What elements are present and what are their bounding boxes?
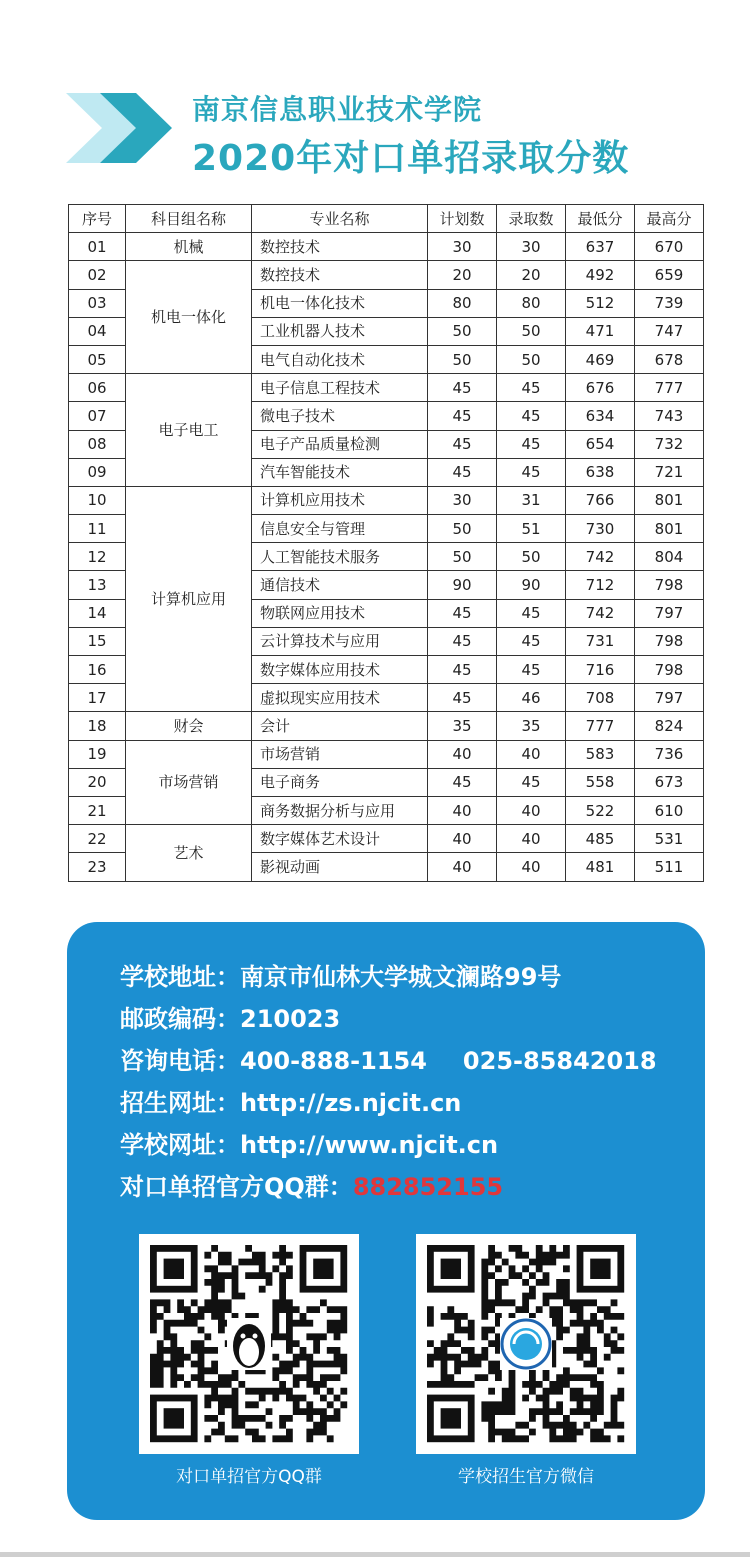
column-header: 最高分	[635, 205, 704, 233]
plan-count: 90	[428, 571, 497, 599]
min-score: 730	[566, 515, 635, 543]
postcode-label: 邮政编码：	[120, 1005, 240, 1033]
bottom-divider	[0, 1552, 750, 1557]
plan-count: 45	[428, 599, 497, 627]
row-number: 07	[69, 402, 126, 430]
admitted-count: 80	[497, 289, 566, 317]
qq-qr-caption: 对口单招官方QQ群	[176, 1467, 322, 1487]
major-name: 影视动画	[252, 853, 428, 881]
admitted-count: 45	[497, 430, 566, 458]
admitted-count: 51	[497, 515, 566, 543]
max-score: 610	[635, 796, 704, 824]
major-name: 虚拟现实应用技术	[252, 684, 428, 712]
plan-count: 50	[428, 515, 497, 543]
table-row	[69, 740, 704, 768]
min-score: 558	[566, 768, 635, 796]
major-name: 数字媒体艺术设计	[252, 825, 428, 853]
admission-site-line	[120, 1082, 657, 1124]
qr-finder	[313, 1259, 333, 1279]
major-name: 人工智能技术服务	[252, 543, 428, 571]
max-score: 673	[635, 768, 704, 796]
row-number: 17	[69, 684, 126, 712]
column-header: 序号	[69, 205, 126, 233]
plan-count: 40	[428, 853, 497, 881]
admitted-count: 40	[497, 825, 566, 853]
qr-code-icon	[416, 1234, 636, 1454]
postcode-line	[120, 998, 657, 1040]
row-number: 22	[69, 825, 126, 853]
table-body	[69, 233, 704, 881]
major-name: 云计算技术与应用	[252, 627, 428, 655]
major-name: 机电一体化技术	[252, 289, 428, 317]
qr-finder	[164, 1259, 184, 1279]
row-number: 23	[69, 853, 126, 881]
scores-table	[68, 204, 704, 882]
min-score: 708	[566, 684, 635, 712]
row-number: 13	[69, 571, 126, 599]
admitted-count: 45	[497, 768, 566, 796]
plan-count: 45	[428, 627, 497, 655]
min-score: 742	[566, 599, 635, 627]
subject-group: 电子电工	[126, 374, 252, 487]
qr-code-icon	[139, 1234, 359, 1454]
admitted-count: 50	[497, 317, 566, 345]
column-header: 专业名称	[252, 205, 428, 233]
major-name: 电气自动化技术	[252, 345, 428, 373]
column-header: 计划数	[428, 205, 497, 233]
qq-penguin-icon	[227, 1318, 271, 1370]
min-score: 471	[566, 317, 635, 345]
school-name: 南京信息职业技术学院	[192, 93, 483, 126]
phone-line	[120, 1040, 657, 1082]
min-score: 731	[566, 627, 635, 655]
qr-finder	[441, 1259, 461, 1279]
school-logo-icon	[500, 1318, 552, 1370]
qq-qr-code[interactable]	[139, 1234, 359, 1454]
address-value: 南京市仙林大学城文澜路99号	[240, 963, 562, 991]
plan-count: 50	[428, 543, 497, 571]
major-name: 电子产品质量检测	[252, 430, 428, 458]
plan-count: 45	[428, 656, 497, 684]
subject-group: 机械	[126, 233, 252, 261]
wechat-qr-code[interactable]	[416, 1234, 636, 1454]
row-number: 01	[69, 233, 126, 261]
max-score: 743	[635, 402, 704, 430]
min-score: 716	[566, 656, 635, 684]
admitted-count: 46	[497, 684, 566, 712]
plan-count: 20	[428, 261, 497, 289]
row-number: 10	[69, 486, 126, 514]
max-score: 824	[635, 712, 704, 740]
plan-count: 45	[428, 684, 497, 712]
qq-group-line	[120, 1166, 657, 1208]
postcode-value: 210023	[240, 1005, 341, 1033]
admitted-count: 45	[497, 402, 566, 430]
max-score: 777	[635, 374, 704, 402]
admitted-count: 45	[497, 599, 566, 627]
row-number: 15	[69, 627, 126, 655]
major-name: 计算机应用技术	[252, 486, 428, 514]
plan-count: 45	[428, 430, 497, 458]
row-number: 05	[69, 345, 126, 373]
max-score: 732	[635, 430, 704, 458]
admitted-count: 45	[497, 656, 566, 684]
admitted-count: 50	[497, 543, 566, 571]
max-score: 511	[635, 853, 704, 881]
admission-site-link[interactable]: http://zs.njcit.cn	[240, 1089, 462, 1117]
major-name: 通信技术	[252, 571, 428, 599]
contact-lines	[120, 956, 657, 1208]
row-number: 02	[69, 261, 126, 289]
major-name: 物联网应用技术	[252, 599, 428, 627]
admitted-count: 45	[497, 627, 566, 655]
admitted-count: 20	[497, 261, 566, 289]
subject-group: 市场营销	[126, 740, 252, 825]
major-name: 数控技术	[252, 233, 428, 261]
max-score: 804	[635, 543, 704, 571]
qr-finder	[164, 1408, 184, 1428]
plan-count: 50	[428, 317, 497, 345]
max-score: 797	[635, 684, 704, 712]
max-score: 678	[635, 345, 704, 373]
min-score: 777	[566, 712, 635, 740]
max-score: 531	[635, 825, 704, 853]
max-score: 801	[635, 486, 704, 514]
major-name: 工业机器人技术	[252, 317, 428, 345]
subject-group: 财会	[126, 712, 252, 740]
major-name: 电子信息工程技术	[252, 374, 428, 402]
subject-group: 计算机应用	[126, 486, 252, 712]
row-number: 20	[69, 768, 126, 796]
admitted-count: 40	[497, 853, 566, 881]
max-score: 798	[635, 571, 704, 599]
plan-count: 40	[428, 796, 497, 824]
min-score: 638	[566, 458, 635, 486]
admitted-count: 90	[497, 571, 566, 599]
min-score: 583	[566, 740, 635, 768]
min-score: 637	[566, 233, 635, 261]
row-number: 03	[69, 289, 126, 317]
table-header-row	[69, 205, 704, 233]
min-score: 485	[566, 825, 635, 853]
major-name: 信息安全与管理	[252, 515, 428, 543]
major-name: 微电子技术	[252, 402, 428, 430]
major-name: 商务数据分析与应用	[252, 796, 428, 824]
min-score: 522	[566, 796, 635, 824]
plan-count: 30	[428, 486, 497, 514]
max-score: 670	[635, 233, 704, 261]
admitted-count: 30	[497, 233, 566, 261]
row-number: 18	[69, 712, 126, 740]
min-score: 492	[566, 261, 635, 289]
table-row	[69, 486, 704, 514]
table-row	[69, 374, 704, 402]
admitted-count: 40	[497, 740, 566, 768]
address-label: 学校地址：	[120, 963, 240, 991]
max-score: 798	[635, 656, 704, 684]
max-score: 736	[635, 740, 704, 768]
max-score: 798	[635, 627, 704, 655]
major-name: 汽车智能技术	[252, 458, 428, 486]
school-site-line	[120, 1124, 657, 1166]
row-number: 04	[69, 317, 126, 345]
plan-count: 40	[428, 740, 497, 768]
min-score: 469	[566, 345, 635, 373]
table-row	[69, 825, 704, 853]
admitted-count: 45	[497, 374, 566, 402]
row-number: 16	[69, 656, 126, 684]
row-number: 19	[69, 740, 126, 768]
plan-count: 45	[428, 458, 497, 486]
phone-label: 咨询电话：	[120, 1047, 240, 1075]
plan-count: 35	[428, 712, 497, 740]
max-score: 801	[635, 515, 704, 543]
subject-group: 艺术	[126, 825, 252, 881]
plan-count: 80	[428, 289, 497, 317]
column-header: 最低分	[566, 205, 635, 233]
plan-count: 45	[428, 402, 497, 430]
plan-count: 45	[428, 374, 497, 402]
contact-panel	[67, 922, 705, 1520]
qq-group-label: 对口单招官方QQ群：	[120, 1173, 353, 1201]
max-score: 747	[635, 317, 704, 345]
row-number: 06	[69, 374, 126, 402]
school-site-link[interactable]: http://www.njcit.cn	[240, 1131, 499, 1159]
page-title: 2020年对口单招录取分数	[192, 138, 630, 179]
min-score: 512	[566, 289, 635, 317]
major-name: 电子商务	[252, 768, 428, 796]
qr-finder	[590, 1259, 610, 1279]
phone-1: 400-888-1154	[240, 1047, 427, 1075]
major-name: 数控技术	[252, 261, 428, 289]
row-number: 14	[69, 599, 126, 627]
admitted-count: 45	[497, 458, 566, 486]
plan-count: 30	[428, 233, 497, 261]
major-name: 数字媒体应用技术	[252, 656, 428, 684]
plan-count: 40	[428, 825, 497, 853]
admitted-count: 40	[497, 796, 566, 824]
min-score: 676	[566, 374, 635, 402]
admitted-count: 35	[497, 712, 566, 740]
min-score: 712	[566, 571, 635, 599]
admission-site-label: 招生网址：	[120, 1089, 240, 1117]
school-site-label: 学校网址：	[120, 1131, 240, 1159]
min-score: 742	[566, 543, 635, 571]
min-score: 766	[566, 486, 635, 514]
subject-group: 机电一体化	[126, 261, 252, 374]
row-number: 12	[69, 543, 126, 571]
column-header: 科目组名称	[126, 205, 252, 233]
admitted-count: 50	[497, 345, 566, 373]
column-header: 录取数	[497, 205, 566, 233]
max-score: 797	[635, 599, 704, 627]
phone-2: 025-85842018	[462, 1047, 657, 1075]
chevron-logo-icon	[66, 93, 176, 163]
max-score: 739	[635, 289, 704, 317]
row-number: 11	[69, 515, 126, 543]
major-name: 市场营销	[252, 740, 428, 768]
plan-count: 45	[428, 768, 497, 796]
min-score: 654	[566, 430, 635, 458]
table-row	[69, 233, 704, 261]
table-row	[69, 261, 704, 289]
min-score: 634	[566, 402, 635, 430]
wechat-qr-caption: 学校招生官方微信	[458, 1467, 594, 1487]
max-score: 721	[635, 458, 704, 486]
address-line	[120, 956, 657, 998]
min-score: 481	[566, 853, 635, 881]
qq-group-number: 882852155	[352, 1173, 504, 1201]
plan-count: 50	[428, 345, 497, 373]
table-row	[69, 712, 704, 740]
row-number: 09	[69, 458, 126, 486]
admitted-count: 31	[497, 486, 566, 514]
major-name: 会计	[252, 712, 428, 740]
qr-finder	[441, 1408, 461, 1428]
max-score: 659	[635, 261, 704, 289]
row-number: 08	[69, 430, 126, 458]
row-number: 21	[69, 796, 126, 824]
